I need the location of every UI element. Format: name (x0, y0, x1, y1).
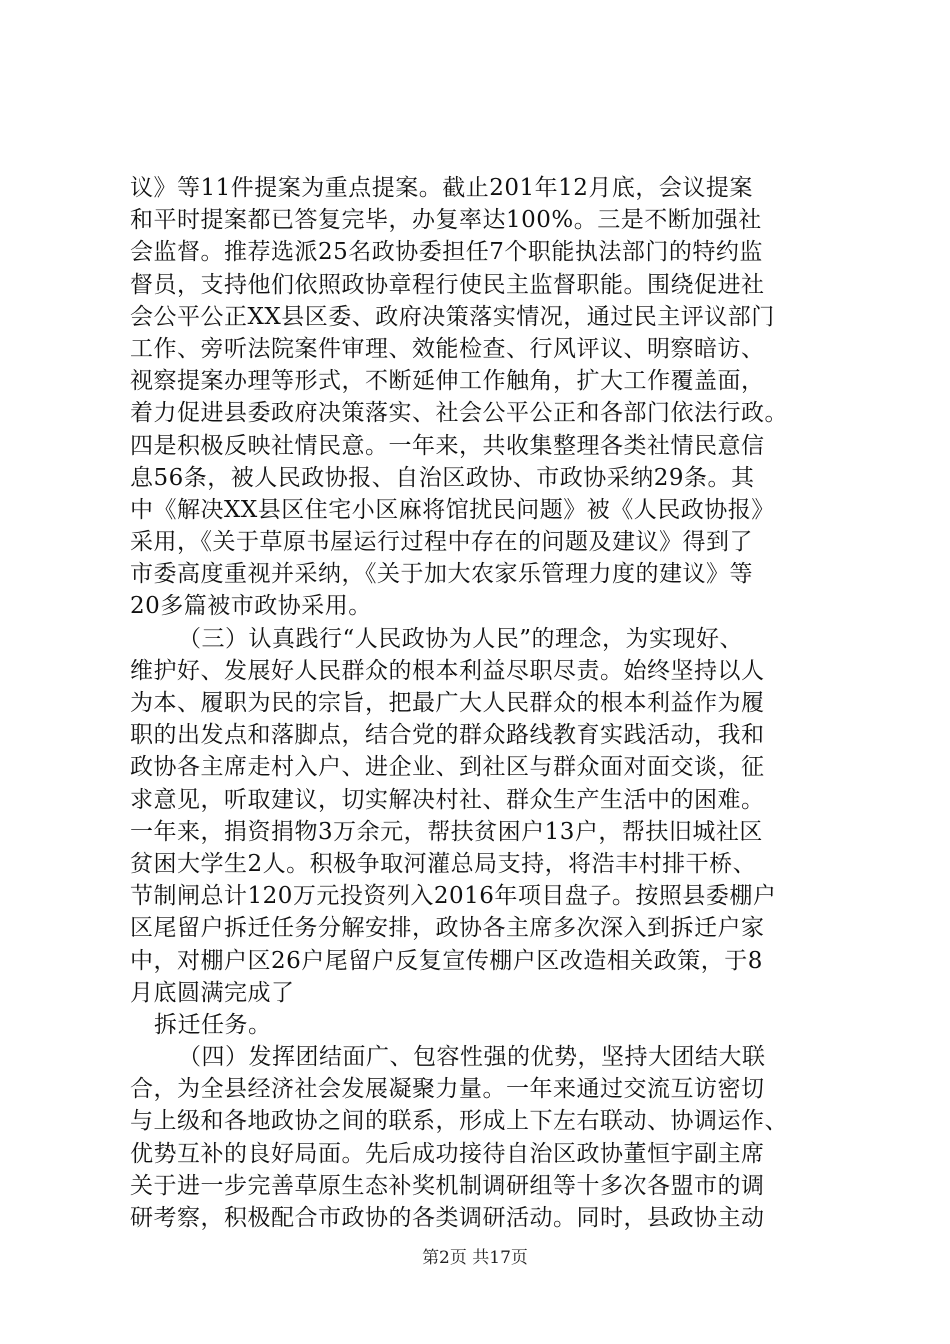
text-line: 合，为全县经济社会发展凝聚力量。一年来通过交流互访密切 (130, 1076, 765, 1103)
text-line: 维护好、发展好人民群众的根本利益尽职尽责。始终坚持以人 (130, 657, 765, 684)
text-line: 市委高度重视并采纳，《关于加大农家乐管理力度的建议》等 (130, 561, 753, 588)
text-line: 督员，支持他们依照政协章程行使民主监督职能。围绕促进社 (130, 271, 765, 298)
text-line: 研考察，积极配合市政协的各类调研活动。同时，县政协主动 (130, 1205, 765, 1231)
text-line: 求意见，听取建议，切实解决村社、群众生产生活中的困难。 (130, 786, 765, 813)
text-line: 关于进一步完善草原生态补奖机制调研组等十多次各盟市的调 (130, 1172, 765, 1199)
text-line: （三）认真践行“人民政协为人民”的理念，为实现好、 (178, 625, 744, 652)
text-line: 月底圆满完成了 (130, 979, 295, 1006)
text-line: （四）发挥团结面广、包容性强的优势，坚持大团结大联 (178, 1044, 766, 1071)
text-line: 中《解决XX县区住宅小区麻将馆扰民问题》被《人民政协报》 (130, 496, 775, 523)
text-line: 优势互补的良好局面。先后成功接待自治区政协董恒宇副主席 (130, 1140, 765, 1167)
text-line: 四是积极反映社情民意。一年来，共收集整理各类社情民意信 (130, 432, 765, 459)
text-line: 贫困大学生2人。积极争取河灌总局支持，将浩丰村排干桥、 (130, 850, 757, 877)
text-line: 会公平公正XX县区委、政府决策落实情况，通过民主评议部门 (130, 303, 775, 330)
text-line: 为本、履职为民的宗旨，把最广大人民群众的根本利益作为履 (130, 690, 765, 716)
text-line: 20多篇被市政协采用。 (130, 593, 372, 620)
text-line: 职的出发点和落脚点，结合党的群众路线教育实践活动，我和 (130, 722, 765, 749)
text-line: 拆迁任务。 (154, 1011, 272, 1038)
text-line: 中，对棚户区26户尾留户反复宣传棚户区改造相关政策，于8 (130, 947, 763, 974)
text-line: 息56条，被人民政协报、自治区政协、市政协采纳29条。其 (130, 464, 755, 491)
text-line: 政协各主席走村入户、进企业、到社区与群众面对面交谈，征 (130, 754, 765, 781)
text-line: 节制闸总计120万元投资列入2016年项目盘子。按照县委棚户 (130, 883, 777, 910)
text-line: 视察提案办理等形式，不断延伸工作触角，扩大工作覆盖面， (130, 368, 765, 395)
page-footer: 第2页 共17页 (422, 1248, 528, 1268)
text-line: 区尾留户拆迁任务分解安排，政协各主席多次深入到拆迁户家 (130, 915, 765, 942)
text-line: 和平时提案都已答复完毕，办复率达100%。三是不断加强社 (130, 207, 762, 234)
text-line: 与上级和各地政协之间的联系，形成上下左右联动、协调运作、 (130, 1108, 788, 1135)
text-line: 一年来，捐资捐物3万余元，帮扶贫困户13户，帮扶旧城社区 (130, 818, 763, 845)
text-line: 采用，《关于草原书屋运行过程中存在的问题及建议》得到了 (130, 529, 753, 556)
text-line: 会监督。推荐选派25名政协委担任7个职能执法部门的特约监 (130, 239, 763, 266)
text-line: 着力促进县委政府决策落实、社会公平公正和各部门依法行政。 (130, 400, 788, 427)
text-line: 工作、旁听法院案件审理、效能检查、行风评议、明察暗访、 (130, 335, 765, 362)
document-body (130, 172, 830, 1234)
text-line: 议》等11件提案为重点提案。截止201年12月底，会议提案 (130, 175, 753, 201)
